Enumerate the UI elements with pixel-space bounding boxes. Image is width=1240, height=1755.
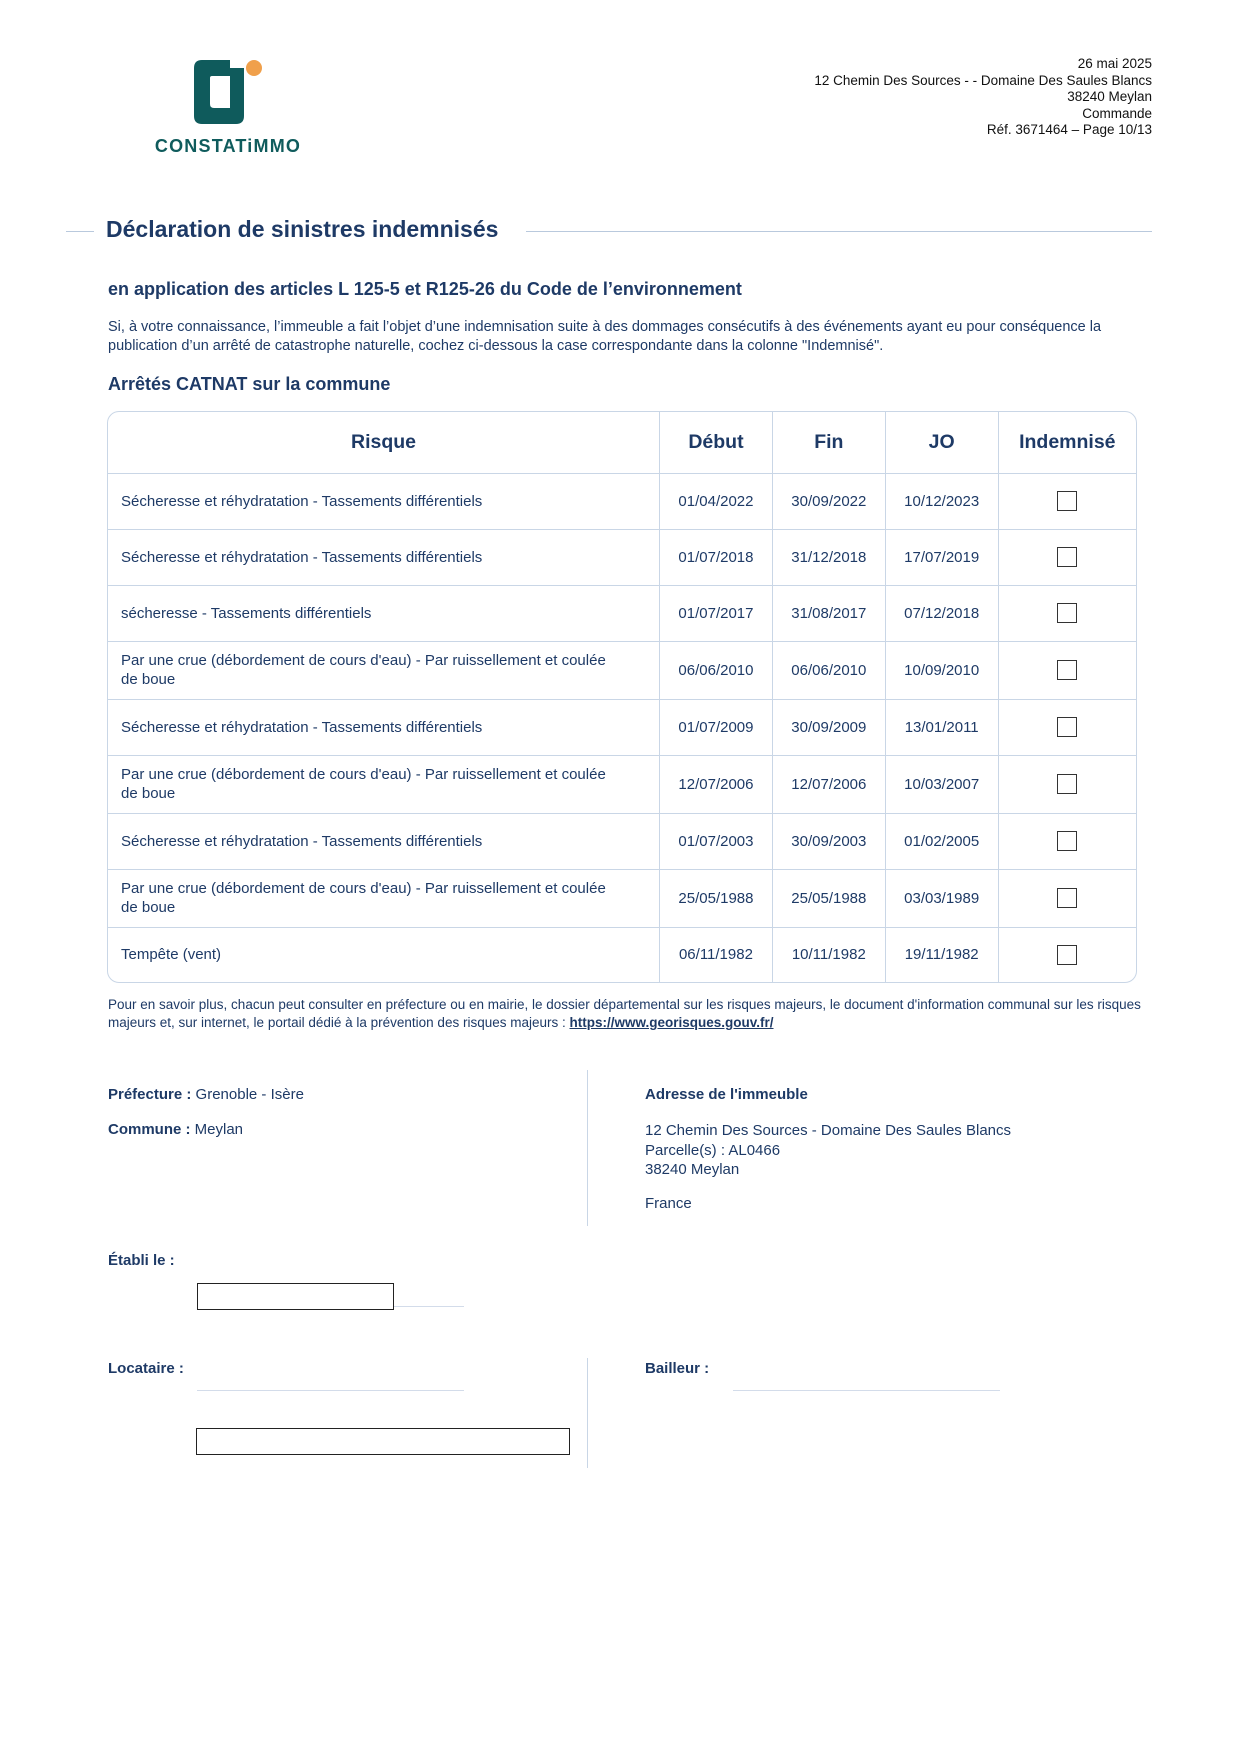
risk-cell: Sécheresse et réhydratation - Tassements différentiels: [108, 699, 660, 755]
indemnise-checkbox[interactable]: [1057, 831, 1077, 851]
prefecture-value: Grenoble - Isère: [195, 1086, 304, 1103]
jo-date-cell: 03/03/1989: [885, 869, 998, 927]
indemnise-checkbox[interactable]: [1057, 717, 1077, 737]
property-address: [645, 1121, 1011, 1180]
indemnise-cell: [998, 641, 1136, 699]
table-header-row: [108, 412, 1136, 473]
logo-text: CONSTATiMMO: [154, 136, 302, 156]
table-row: [108, 585, 1136, 641]
indemnise-cell: [998, 869, 1136, 927]
locataire-underline: [197, 1390, 464, 1391]
title-divider-left: [66, 231, 94, 232]
etabli-label: Établi le :: [108, 1252, 175, 1269]
etabli-date-box[interactable]: [197, 1283, 394, 1310]
jo-date-cell: 10/09/2010: [885, 641, 998, 699]
title-divider-right: [526, 231, 1152, 232]
section-title: Déclaration de sinistres indemnisés: [106, 216, 499, 242]
catnat-table: [107, 411, 1137, 983]
indemnise-checkbox[interactable]: [1057, 603, 1077, 623]
risk-cell: Par une crue (débordement de cours d'eau) - Par ruissellement et coulée de boue: [108, 641, 660, 699]
header-reference: Réf. 3671464 – Page 10/13: [986, 122, 1152, 137]
table-row: [108, 529, 1136, 585]
table-row: [108, 813, 1136, 869]
start-date-cell: 01/07/2017: [660, 585, 773, 641]
jo-date-cell: 19/11/1982: [885, 927, 998, 982]
jo-date-cell: 10/12/2023: [885, 473, 998, 529]
address-city: 38240 Meylan: [645, 1161, 740, 1178]
start-date-cell: 01/07/2018: [660, 529, 773, 585]
indemnise-checkbox[interactable]: [1057, 547, 1077, 567]
constatimmo-logo-icon: [190, 58, 270, 126]
end-date-cell: 25/05/1988: [772, 869, 885, 927]
table-row: [108, 473, 1136, 529]
etabli-underline: [394, 1306, 464, 1307]
bailleur-underline: [733, 1390, 1000, 1391]
indemnise-cell: [998, 529, 1136, 585]
address-line: 12 Chemin Des Sources - Domaine Des Saules Blancs: [645, 1122, 1011, 1139]
header-order: Commande: [1082, 105, 1152, 121]
indemnise-checkbox[interactable]: [1057, 945, 1077, 965]
end-date-cell: 06/06/2010: [772, 641, 885, 699]
parcel: Parcelle(s) : AL0466: [645, 1141, 781, 1159]
jo-date-cell: 07/12/2018: [885, 585, 998, 641]
indemnise-cell: [998, 585, 1136, 641]
header-debut: Début: [660, 412, 773, 473]
risk-cell: Par une crue (débordement de cours d'eau) - Par ruissellement et coulée de boue: [108, 869, 660, 927]
prefecture: [108, 1086, 304, 1103]
indemnise-cell: [998, 473, 1136, 529]
commune-label: Commune :: [108, 1121, 191, 1138]
end-date-cell: 12/07/2006: [772, 755, 885, 813]
risk-cell: Sécheresse et réhydratation - Tassements différentiels: [108, 473, 660, 529]
footnote: [108, 996, 1148, 1032]
end-date-cell: 31/08/2017: [772, 585, 885, 641]
indemnise-cell: [998, 755, 1136, 813]
start-date-cell: 01/07/2009: [660, 699, 773, 755]
jo-date-cell: 10/03/2007: [885, 755, 998, 813]
document-header: [814, 56, 1152, 139]
table-row: [108, 869, 1136, 927]
indemnise-checkbox[interactable]: [1057, 660, 1077, 680]
bailleur-label: Bailleur :: [645, 1360, 710, 1377]
section-title-bar: [66, 214, 1152, 248]
start-date-cell: 06/06/2010: [660, 641, 773, 699]
document-date: 26 mai 2025: [1077, 56, 1152, 71]
indemnise-checkbox[interactable]: [1057, 774, 1077, 794]
end-date-cell: 10/11/1982: [772, 927, 885, 982]
header-city: 38240 Meylan: [1067, 89, 1152, 104]
header-jo: JO: [885, 412, 998, 473]
table-row: [108, 641, 1136, 699]
address-country: France: [645, 1195, 692, 1212]
start-date-cell: 01/04/2022: [660, 473, 773, 529]
locataire-signature-box[interactable]: [196, 1428, 570, 1455]
jo-date-cell: 13/01/2011: [885, 699, 998, 755]
indemnise-cell: [998, 813, 1136, 869]
indemnise-cell: [998, 699, 1136, 755]
end-date-cell: 30/09/2003: [772, 813, 885, 869]
risk-cell: sécheresse - Tassements différentiels: [108, 585, 660, 641]
commune: [108, 1121, 243, 1138]
intro-text: Si, à votre connaissance, l’immeuble a fait l’objet d’une indemnisation suite à des dommages consécutifs à des événements ayant eu pour conséquence la publication d’un arrêté de catastrophe naturelle, cochez ci-dessous la case correspondante dans la colonne "Indemnisé".: [108, 319, 1102, 354]
end-date-cell: 30/09/2009: [772, 699, 885, 755]
end-date-cell: 31/12/2018: [772, 529, 885, 585]
risk-cell: Sécheresse et réhydratation - Tassements différentiels: [108, 529, 660, 585]
header-indemnise: Indemnisé: [998, 412, 1136, 473]
end-date-cell: 30/09/2022: [772, 473, 885, 529]
address-title: Adresse de l'immeuble: [645, 1086, 808, 1103]
catnat-title: Arrêtés CATNAT sur la commune: [108, 374, 391, 394]
table-row: [108, 927, 1136, 982]
risk-cell: Tempête (vent): [108, 927, 660, 982]
indemnise-checkbox[interactable]: [1057, 888, 1077, 908]
header-address: 12 Chemin Des Sources - - Domaine Des Saules Blancs: [814, 72, 1152, 88]
jo-date-cell: 17/07/2019: [885, 529, 998, 585]
risk-cell: Par une crue (débordement de cours d'eau) - Par ruissellement et coulée de boue: [108, 755, 660, 813]
commune-value: Meylan: [194, 1121, 244, 1138]
table-row: [108, 699, 1136, 755]
indemnise-checkbox[interactable]: [1057, 491, 1077, 511]
header-fin: Fin: [772, 412, 885, 473]
location-divider: [587, 1070, 588, 1226]
locataire-label: Locataire :: [108, 1360, 184, 1377]
subtitle: en application des articles L 125-5 et R125-26 du Code de l’environnement: [108, 279, 742, 299]
start-date-cell: 25/05/1988: [660, 869, 773, 927]
start-date-cell: 06/11/1982: [660, 927, 773, 982]
signature-divider: [587, 1358, 588, 1468]
jo-date-cell: 01/02/2005: [885, 813, 998, 869]
table-row: [108, 755, 1136, 813]
risk-cell: Sécheresse et réhydratation - Tassements différentiels: [108, 813, 660, 869]
constatimmo-logo: [148, 52, 308, 164]
prefecture-label: Préfecture :: [108, 1086, 192, 1103]
footnote-text: Pour en savoir plus, chacun peut consulter en préfecture ou en mairie, le dossier départemental sur les risques majeurs, le document d'information communal sur les risques majeurs et, sur internet, le portail dédié à la prévention des risques majeurs :: [108, 997, 1141, 1030]
header-risque: Risque: [108, 412, 660, 473]
start-date-cell: 12/07/2006: [660, 755, 773, 813]
georisques-link[interactable]: https://www.georisques.gouv.fr/: [569, 1015, 774, 1030]
start-date-cell: 01/07/2003: [660, 813, 773, 869]
indemnise-cell: [998, 927, 1136, 982]
